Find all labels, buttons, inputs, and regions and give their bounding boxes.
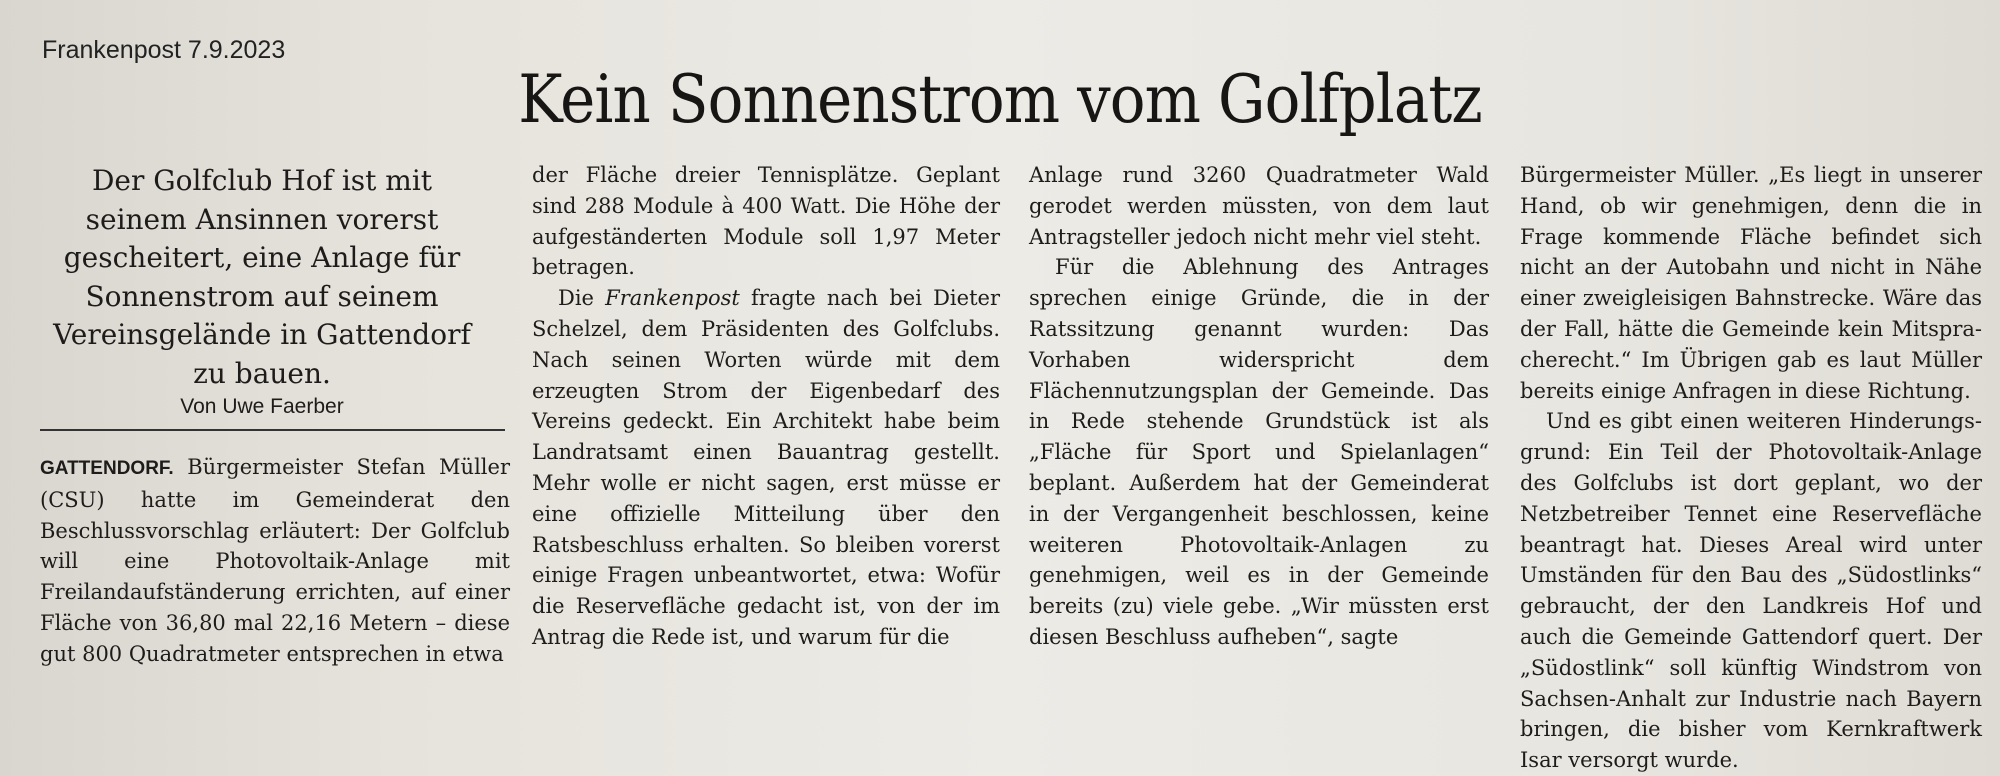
paragraph-2-italic: Frankenpost (605, 286, 740, 311)
paragraph-2-post-continued: Anlage rund 3260 Quadratmeter Wald gerodet werden müssten, von dem laut Antragsteller jedoch nicht mehr viel steht. (1029, 163, 1489, 249)
paragraph-2-pre: Die (558, 286, 594, 311)
source-label: Frankenpost 7.9.2023 (42, 36, 286, 64)
body-column-3 (1029, 160, 1489, 653)
lead-text: Der Golfclub Hof ist mit seinem Ansinnen vorerst gescheitert, eine Anlage für Sonnenstrom auf seinem Vereinsgelände in Gattendorf zu bauen. (53, 164, 471, 390)
dateline: GATTENDORF. (40, 458, 174, 479)
headline: Kein Sonnenstrom vom Golfplatz (518, 61, 1482, 138)
paragraph-3-continued: Bürgermeister Müller. „Es liegt in unserer Hand, ob wir genehmigen, denn die in Frage kommende Fläche befindet sich nicht an der Autobahn und nicht in Nähe einer zweigleisigen Bahnstrecke. Wäre das der Fall, hätte die Gemeinde kein Mitspracherecht.“ Im Übrigen gab es laut Müller bereits einige Anfragen in diese Richtung. (1520, 163, 1982, 403)
byline: Von Uwe Faerber (180, 395, 344, 418)
paragraph-2-post: fragte nach bei Dieter Schelzel, dem Präsidenten des Golfclubs. Nach seinen Worten würde mit dem erzeugten Strom der Eigenbedarf des Vereins gedeckt. Ein Architekt habe beim Landratsamt einen Bauantrag gestellt. Mehr wolle er nicht sagen, erst müsse er eine offizielle Mitteilung über den Ratsbeschluss erhalten. So bleiben vorerst einige Fragen unbeantwortet, etwa: Wofür die Reservefläche gedacht ist, von der im Antrag die Rede ist, und warum für die (532, 286, 1000, 649)
body-column-1 (40, 452, 510, 670)
body-column-2 (532, 160, 1000, 653)
paragraph-4: Und es gibt einen weiteren Hinderungsgrund: Ein Teil der Photovoltaik-Anlage des Golfclubs ist dort geplant, wo der Netzbetreiber Tennet eine Reservefläche beantragt hat. Dieses Areal wird unter Umständen für den Bau des „Südostlinks“ gebraucht, der den Landkreis Hof und auch die Gemeinde Gattendorf quert. Der „Südostlink“ soll künftig Windstrom von Sachsen-Anhalt zur Industrie nach Bayern bringen, die bisher vom Kernkraftwerk Isar versorgt wurde. (1520, 409, 1982, 773)
paragraph-3: Für die Ablehnung des Antrages sprechen einige Gründe, die in der Ratssitzung genannt wurden: Das Vorhaben widerspricht dem Flächennutzungsplan der Gemeinde. Das in Rede stehende Grundstück ist als „Fläche für Sport und Spielanlagen“ beplant. Außerdem hat der Gemeinderat in der Vergangenheit beschlossen, keine weiteren Photovoltaik-Anlagen zu genehmigen, weil es in der Gemeinde bereits (zu) viele gebe. „Wir müssten erst diesen Beschluss aufheben“, sagte (1029, 255, 1489, 649)
byline-rule (40, 429, 505, 431)
paragraph-1: Bürgermeister Stefan Müller (CSU) hatte im Gemeinderat den Beschlussvorschlag erläutert: Der Golfclub will eine Photovoltaik-Anlage mit Freilandaufständerung errichten, auf einer Fläche von 36,80 mal 22,16 Metern – diese gut 800 Quadratmeter entsprechen in etwa (40, 455, 510, 666)
paragraph-1-continued: der Fläche dreier Tennisplätze. Geplant sind 288 Module à 400 Watt. Die Höhe der aufgeständerten Module soll 1,97 Meter betragen. (532, 163, 1000, 280)
lead-paragraph (40, 162, 484, 393)
